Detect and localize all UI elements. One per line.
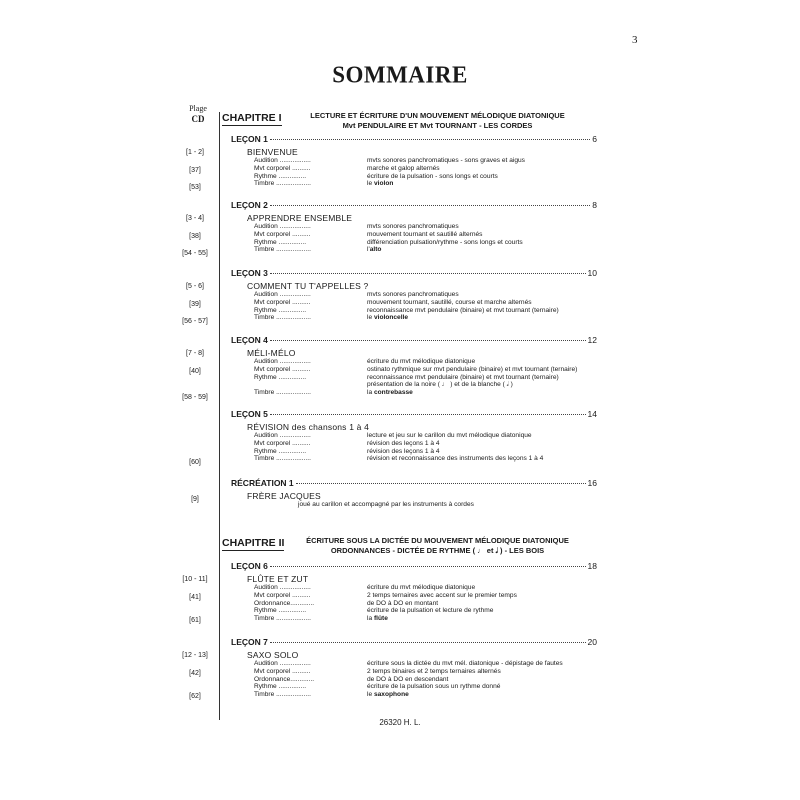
detail-label: Rythme ............... [254,238,307,246]
lesson-page-number: 18 [587,561,597,571]
lesson-entry [231,561,597,571]
detail-value [367,432,532,440]
detail-value-emphasis: violon [373,180,394,188]
detail-value-text: reconnaissance mvt pendulaire (binaire) et mvt tournant (ternaire) [367,306,559,314]
detail-value-text: le [367,314,374,322]
detail-value-text: le [367,180,374,188]
detail-label: Audition ................. [254,358,311,365]
cd-track: [3 - 4] [186,215,204,222]
detail-value-text: ostinato rythmique sur mvt pendulaire (binaire) et mvt tournant (ternaire) [367,365,578,373]
dot-leader [270,642,586,643]
detail-value-emphasis: alto [369,246,382,254]
chapter-label: CHAPITRE I [222,112,282,124]
lesson-entry [231,200,597,210]
detail-value [367,366,577,374]
detail-label: Timbre ................... [254,314,311,322]
detail-value [367,615,388,623]
detail-label: Rythme ............... [254,607,307,615]
dot-leader [296,483,586,484]
detail-value-text: la [367,615,374,623]
lesson-title: LEÇON 3 [231,268,268,278]
detail-value-text: écriture de la pulsation et lecture de rythme [367,607,494,615]
cd-track: [53] [189,184,201,191]
detail-label: Audition ................. [254,660,311,667]
detail-label: Ordonnance............. [254,675,315,683]
detail-label: Audition ................. [254,223,311,230]
plage-header [178,104,218,124]
detail-value [367,691,409,699]
dot-leader [270,414,586,415]
detail-label: Rythme ............... [254,306,307,314]
detail-label: Rythme ............... [254,373,307,381]
detail-value-text: 2 temps binaires et 2 temps ternaires alternés [367,667,501,675]
dot-leader [270,205,590,206]
cd-track: [5 - 6] [186,283,204,290]
detail-value-text: de DO à DO en descendant [367,675,449,683]
detail-value [367,173,498,181]
detail-label: Mvt corporel .......... [254,439,311,447]
detail-value [367,307,559,315]
lesson-page-number: 16 [587,478,597,488]
detail-value [367,157,525,165]
detail-label: Mvt corporel .......... [254,164,311,172]
lesson-title: LEÇON 2 [231,200,268,210]
detail-value [367,223,459,231]
page-number: 3 [632,34,638,46]
lesson-page-number: 10 [587,268,597,278]
detail-value [367,448,440,456]
lesson-entry [231,409,597,419]
cd-track: [41] [189,594,201,601]
song-title: BIENVENUE [247,147,298,157]
cd-track: [1 - 2] [186,149,204,156]
detail-value-text: l' [367,246,370,254]
detail-value-text: mouvement tournant, sautillé, course et marche alternés [367,298,532,306]
detail-value-emphasis: saxophone [373,691,409,699]
detail-value-text: révision et reconnaissance des instruments des leçons 1 à 4 [367,455,544,463]
detail-value-text: lecture et jeu sur le carillon du mvt mélodique diatonique [367,432,532,439]
lesson-entry [231,637,597,647]
detail-label: Mvt corporel .......... [254,298,311,306]
detail-label: Timbre ................... [254,389,311,397]
detail-value [367,607,493,615]
detail-value [367,291,459,299]
lesson-page-number: 12 [587,335,597,345]
detail-value-text: révision des leçons 1 à 4 [367,439,440,447]
detail-value [367,239,523,247]
cd-track: [61] [189,617,201,624]
lesson-note: joué au carillon et accompagné par les instruments à cordes [298,501,474,508]
detail-value [367,584,475,592]
detail-value-text: écriture du mvt mélodique diatonique [367,584,476,591]
cd-track: [39] [189,301,201,308]
detail-label: Ordonnance............. [254,599,315,607]
dot-leader [270,273,586,274]
detail-value-text: mvts sonores panchromatiques [367,291,459,298]
lesson-title: LEÇON 7 [231,637,268,647]
detail-value-emphasis: flûte [373,615,388,623]
chapter-label: CHAPITRE II [222,537,285,549]
cd-track: [58 - 59] [182,394,208,401]
detail-value [367,314,408,322]
cd-track: [9] [191,496,199,503]
cd-track: [37] [189,167,201,174]
detail-label: Timbre ................... [254,455,311,463]
lesson-page-number: 8 [592,200,597,210]
cd-track: [40] [189,368,201,375]
chapter-heading-line: ORDONNANCES - DICTÉE DE RYTHME ( ♩ et 𝅗𝅥 ) - LES BOIS [330,545,545,555]
cd-label: CD [191,114,205,124]
song-title: MÉLI-MÉLO [247,348,296,358]
detail-label: Audition ................. [254,432,311,439]
chapter-underline [222,550,284,551]
footer-reference: 26320 H. L. [379,718,421,727]
cd-track: [62] [189,693,201,700]
detail-value-emphasis: contrebasse [373,389,413,397]
detail-label: Mvt corporel .......... [254,230,311,238]
cd-track: [38] [189,233,201,240]
detail-value-text: 2 temps ternaires avec accent sur le premier temps [367,591,517,599]
cd-track: [10 - 11] [182,576,208,583]
chapter-heading [300,111,575,130]
detail-value [367,246,381,254]
detail-label: Timbre ................... [254,180,311,188]
detail-value [367,381,513,389]
detail-value-text: de DO à DO en montant [367,599,439,607]
lesson-title: LEÇON 1 [231,134,268,144]
detail-value [367,231,482,239]
detail-value [367,592,517,600]
page-title: SOMMAIRE [332,61,468,88]
cd-track: [7 - 8] [186,350,204,357]
chapter-heading-line: LECTURE ET ÉCRITURE D'UN MOUVEMENT MÉLODIQUE DIATONIQUE [310,111,565,120]
detail-value-text: le [367,691,374,699]
dot-leader [270,139,590,140]
detail-value-text: révision des leçons 1 à 4 [367,447,440,455]
detail-label: Timbre ................... [254,615,311,623]
dot-leader [270,340,586,341]
lesson-page-number: 14 [587,409,597,419]
dot-leader [270,566,586,567]
detail-value-text: écriture sous la dictée du mvt mél. diatonique - dépistage de fautes [367,660,563,667]
lesson-entry [231,268,597,278]
detail-value-text: reconnaissance mvt pendulaire (binaire) et mvt tournant (ternaire) [367,373,559,381]
detail-value [367,676,448,684]
lesson-entry [231,134,597,144]
lesson-title: LEÇON 6 [231,561,268,571]
detail-value [367,455,543,463]
lesson-page-number: 6 [592,134,597,144]
song-title: SAXO SOLO [247,650,299,660]
detail-value-text: mvts sonores panchromatiques [367,223,459,230]
detail-value-text: présentation de la noire ( ♩ ) et de la blanche ( 𝅗𝅥 ) [367,381,513,389]
song-title: APPRENDRE ENSEMBLE [247,213,353,223]
detail-value [367,180,393,188]
detail-label: Rythme ............... [254,683,307,691]
lesson-entry [231,335,597,345]
column-divider [219,112,220,720]
detail-value-text: mouvement tournant et sautillé alternés [367,230,483,238]
detail-label: Mvt corporel .......... [254,591,311,599]
lesson-page-number: 20 [587,637,597,647]
song-title: FLÛTE ET ZUT [247,574,309,584]
plage-label: Plage [189,104,207,113]
chapter-underline [222,125,282,126]
detail-value-text: écriture du mvt mélodique diatonique [367,358,476,365]
chapter-heading [300,536,575,555]
cd-track: [54 - 55] [182,250,208,257]
detail-label: Audition ................. [254,157,311,164]
chapter-heading-line: ÉCRITURE SOUS LA DICTÉE DU MOUVEMENT MÉLODIQUE DIATONIQUE [306,536,569,545]
detail-value [367,358,475,366]
chapter-heading-line: Mvt PENDULAIRE ET Mvt TOURNANT - LES CORDES [342,120,533,130]
cd-track: [42] [189,670,201,677]
detail-label: Audition ................. [254,584,311,591]
detail-label: Audition ................. [254,291,311,298]
cd-track: [56 - 57] [182,318,208,325]
lesson-title: RÉCRÉATION 1 [231,478,294,488]
detail-label: Timbre ................... [254,246,311,254]
detail-value-emphasis: violoncelle [373,314,409,322]
detail-value-text: écriture de la pulsation - sons longs et courts [367,172,498,180]
detail-value-text: différenciation pulsation/rythme - sons longs et courts [367,238,523,246]
lesson-title: LEÇON 4 [231,335,268,345]
lesson-entry [231,478,597,488]
detail-label: Mvt corporel .......... [254,365,311,373]
cd-track: [12 - 13] [182,652,208,659]
detail-value [367,660,563,668]
detail-value [367,600,438,608]
detail-value [367,165,440,173]
detail-value-text: la [367,389,374,397]
song-title: FRÈRE JACQUES [247,491,321,501]
detail-label: Timbre ................... [254,691,311,699]
song-title: RÉVISION des chansons 1 à 4 [247,422,370,432]
cd-track: [60] [189,459,201,466]
song-title: COMMENT TU T'APPELLES ? [247,281,369,291]
detail-value [367,299,532,307]
detail-label: Rythme ............... [254,447,307,455]
detail-value-text: marche et galop alternés [367,164,440,172]
detail-value [367,389,413,397]
detail-label: Rythme ............... [254,172,307,180]
detail-value [367,440,440,448]
detail-value-text: écriture de la pulsation sous un rythme donné [367,683,501,691]
detail-value-text: mvts sonores panchromatiques - sons graves et aigus [367,157,525,164]
detail-value [367,683,500,691]
detail-value [367,668,501,676]
detail-label: Mvt corporel .......... [254,667,311,675]
lesson-title: LEÇON 5 [231,409,268,419]
